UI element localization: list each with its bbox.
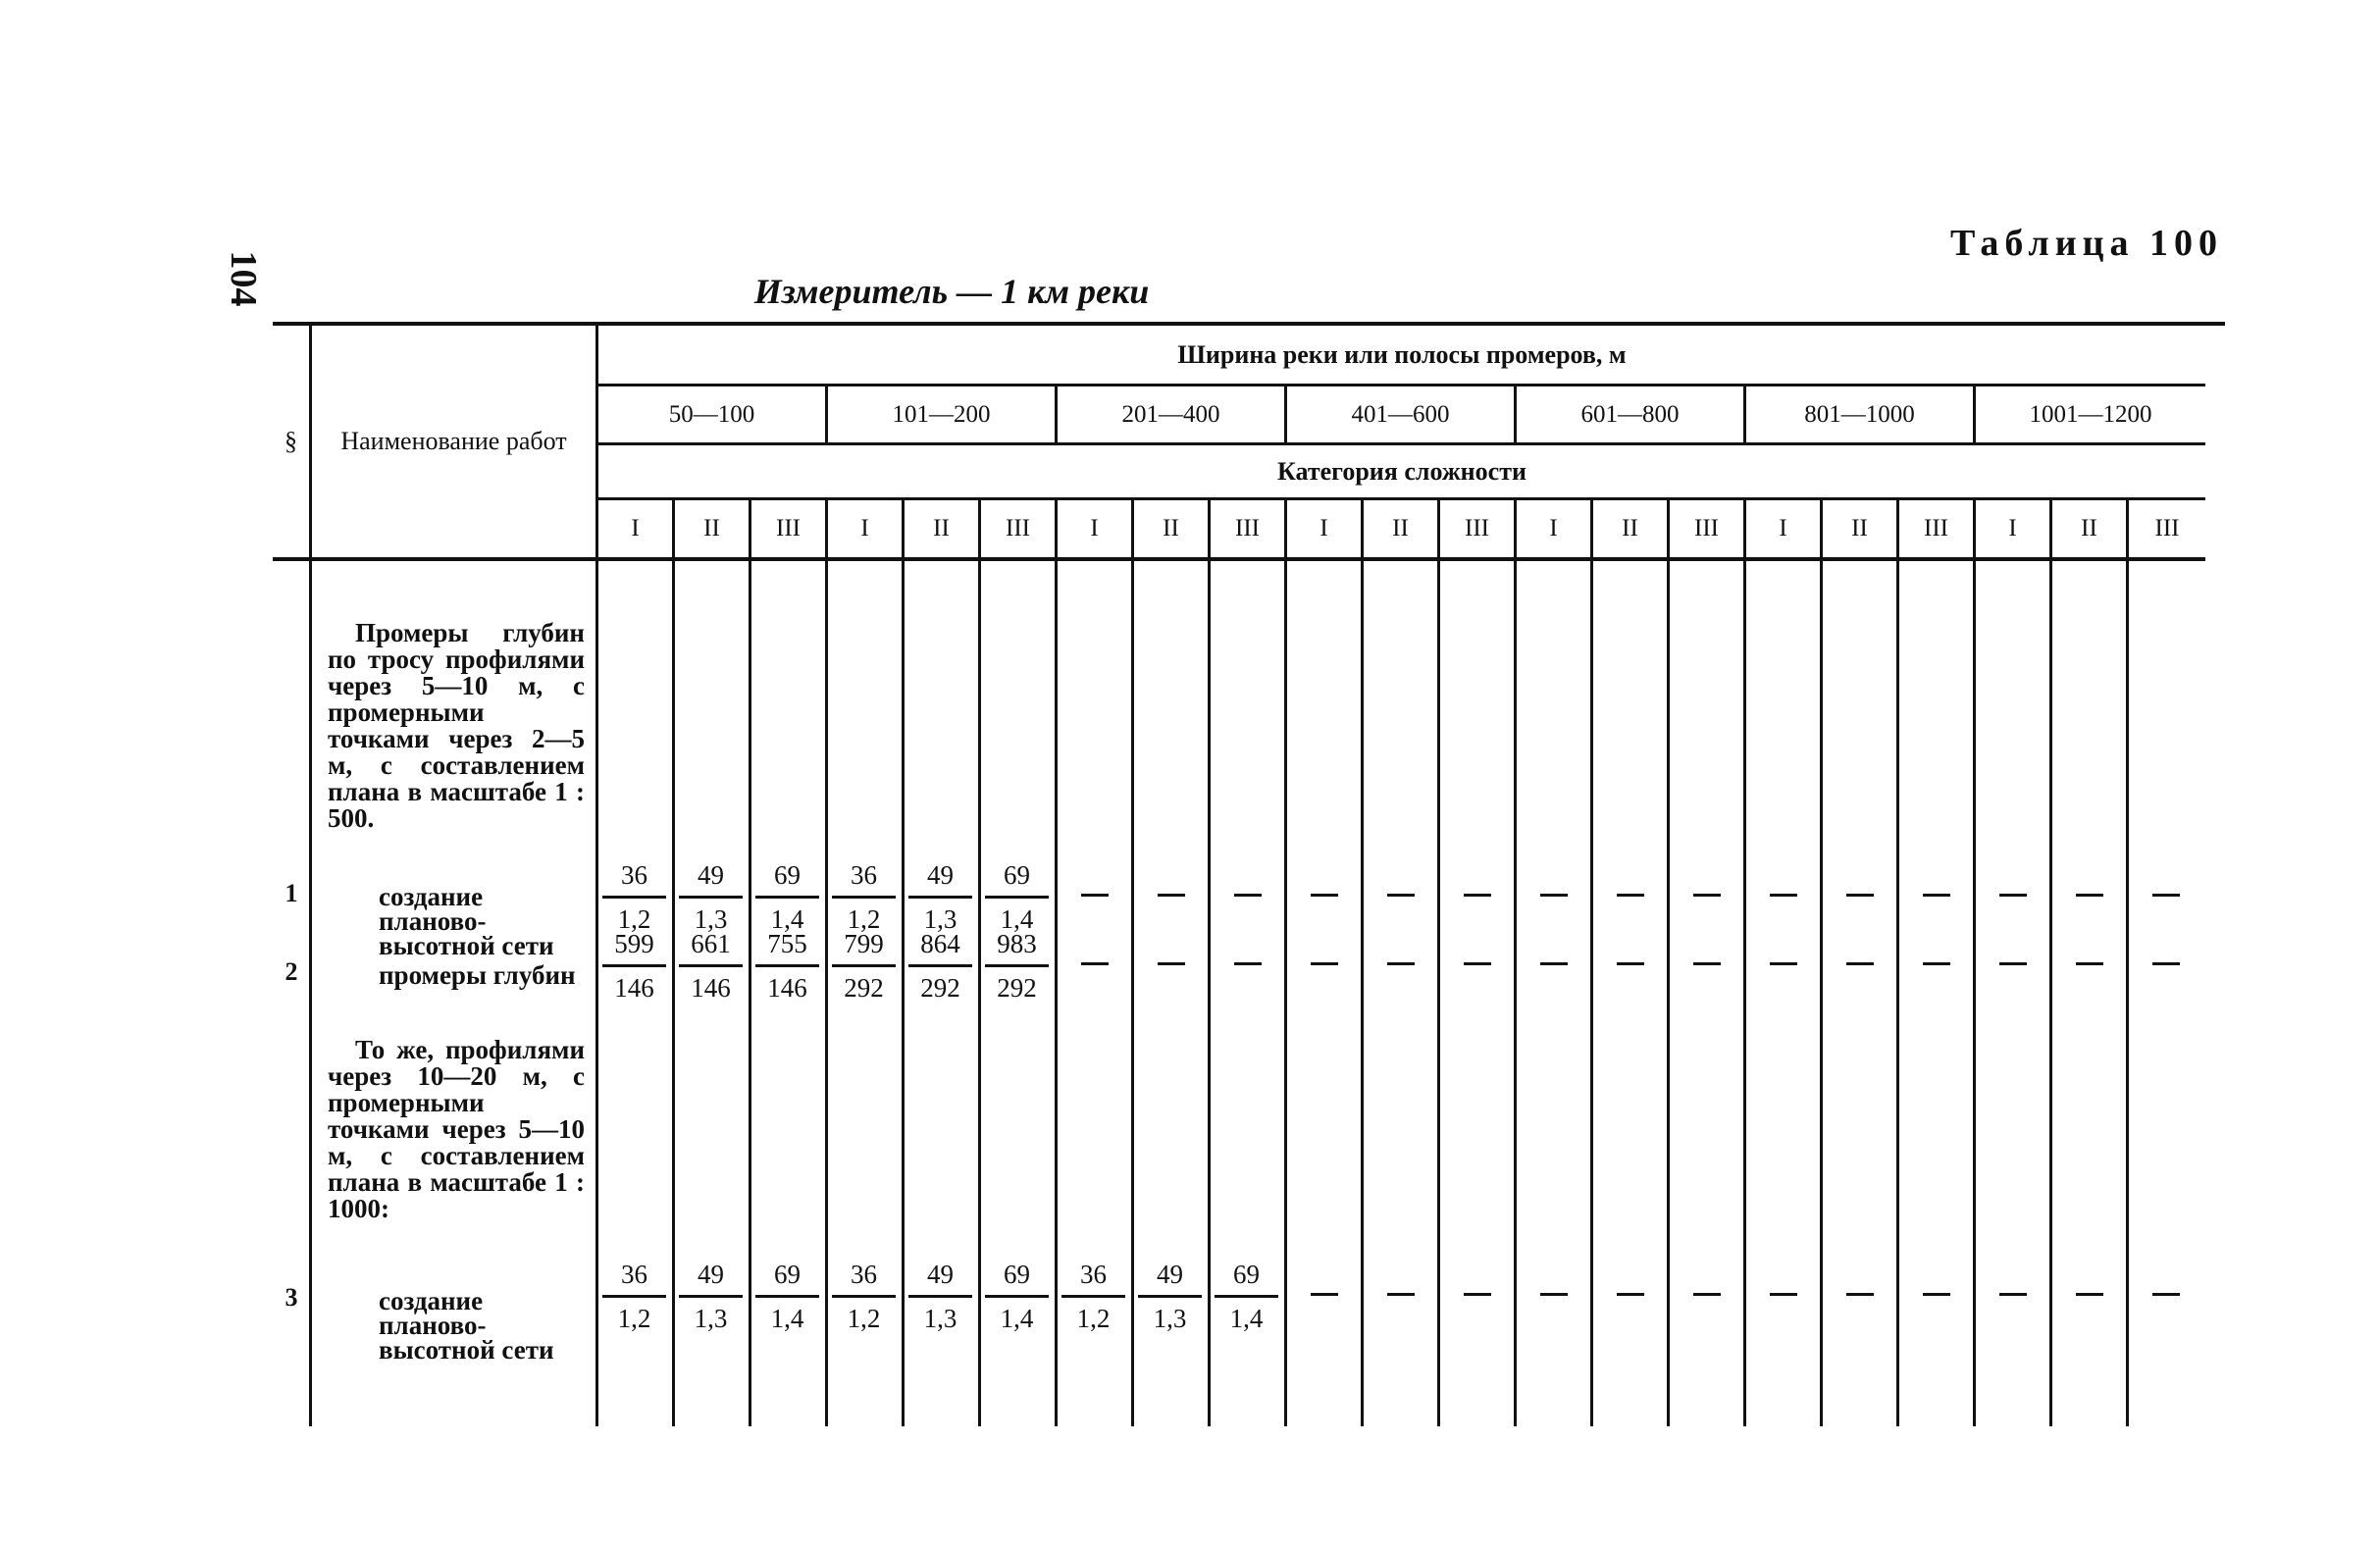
value-column bbox=[1440, 561, 1517, 1426]
no-value-dash bbox=[1387, 894, 1415, 897]
category-cell: II bbox=[1823, 500, 1899, 561]
value-numerator: 36 bbox=[832, 860, 896, 899]
category-cell: II bbox=[675, 500, 751, 561]
value-numerator: 983 bbox=[985, 929, 1049, 967]
category-cell: I bbox=[1746, 500, 1823, 561]
no-value-dash bbox=[1234, 894, 1262, 897]
value-column bbox=[1670, 561, 1746, 1426]
measure-unit: Измеритель — 1 км реки bbox=[753, 272, 1150, 311]
no-value-dash bbox=[1311, 1293, 1338, 1296]
value-numerator: 755 bbox=[755, 929, 819, 967]
width-range-header: 1001—1200 bbox=[1976, 386, 2205, 445]
value-fraction bbox=[908, 860, 972, 934]
no-value-dash bbox=[1617, 1293, 1644, 1296]
category-cell: III bbox=[1440, 500, 1517, 561]
width-range-header: 601—800 bbox=[1517, 386, 1746, 445]
value-denominator: 1,3 bbox=[694, 1304, 728, 1333]
value-denominator: 1,3 bbox=[923, 904, 957, 934]
value-column bbox=[1364, 561, 1440, 1426]
category-cell: I bbox=[1287, 500, 1364, 561]
value-fraction bbox=[908, 929, 972, 1003]
value-denominator: 1,3 bbox=[1153, 1304, 1187, 1333]
no-value-dash bbox=[1387, 962, 1415, 965]
value-denominator: 1,4 bbox=[1000, 904, 1034, 934]
category-cell: I bbox=[1517, 500, 1593, 561]
no-value-dash bbox=[1158, 962, 1185, 965]
value-column bbox=[1899, 561, 1976, 1426]
value-column bbox=[1746, 561, 1823, 1426]
value-numerator: 49 bbox=[1138, 1260, 1202, 1298]
value-fraction bbox=[832, 929, 896, 1003]
value-numerator: 661 bbox=[679, 929, 743, 967]
value-column bbox=[751, 561, 828, 1426]
value-numerator: 864 bbox=[908, 929, 972, 967]
norms-table bbox=[273, 322, 2225, 1440]
no-value-dash bbox=[1540, 894, 1568, 897]
width-range-header: 801—1000 bbox=[1746, 386, 1976, 445]
no-value-dash bbox=[1846, 962, 1874, 965]
category-cell: I bbox=[598, 500, 675, 561]
no-value-dash bbox=[1464, 1293, 1491, 1296]
value-fraction bbox=[985, 1260, 1049, 1333]
no-value-dash bbox=[1923, 894, 1950, 897]
value-denominator: 146 bbox=[691, 973, 731, 1003]
no-value-dash bbox=[1693, 1293, 1721, 1296]
no-value-dash bbox=[1693, 962, 1721, 965]
no-value-dash bbox=[1158, 894, 1185, 897]
value-fraction bbox=[679, 1260, 743, 1333]
value-fraction bbox=[679, 929, 743, 1003]
category-cell: I bbox=[828, 500, 905, 561]
value-numerator: 69 bbox=[755, 860, 819, 899]
no-value-dash bbox=[2152, 894, 2180, 897]
work-item-name: промеры глубин bbox=[379, 960, 576, 990]
no-value-dash bbox=[1770, 894, 1797, 897]
work-group-description: Промеры глубин по тросу профилями через 5—10 м, с промерными точками через 2—5 м, с составлением плана в масштабе 1 : 500. bbox=[328, 618, 585, 833]
work-name-column bbox=[312, 561, 598, 1426]
value-column bbox=[1058, 561, 1134, 1426]
category-cell: III bbox=[981, 500, 1058, 561]
page-number: 104 bbox=[223, 250, 264, 307]
value-column bbox=[1287, 561, 1364, 1426]
table-label: Таблица 100 bbox=[1949, 223, 2223, 264]
value-denominator: 292 bbox=[844, 973, 884, 1003]
no-value-dash bbox=[1999, 1293, 2027, 1296]
value-denominator: 146 bbox=[767, 973, 807, 1003]
no-value-dash bbox=[1999, 894, 2027, 897]
value-numerator: 49 bbox=[908, 860, 972, 899]
value-column bbox=[598, 561, 675, 1426]
no-value-dash bbox=[1770, 1293, 1797, 1296]
no-value-dash bbox=[1540, 1293, 1568, 1296]
value-column bbox=[828, 561, 905, 1426]
no-value-dash bbox=[2076, 894, 2103, 897]
no-value-dash bbox=[1693, 894, 1721, 897]
no-value-dash bbox=[1617, 894, 1644, 897]
value-denominator: 1,3 bbox=[694, 904, 728, 934]
no-value-dash bbox=[1234, 962, 1262, 965]
category-cell: I bbox=[1058, 500, 1134, 561]
name-column-header: Наименование работ bbox=[312, 326, 598, 561]
value-fraction bbox=[1061, 1260, 1125, 1333]
category-cell: III bbox=[751, 500, 828, 561]
no-value-dash bbox=[1464, 894, 1491, 897]
no-value-dash bbox=[1311, 894, 1338, 897]
category-cell: I bbox=[1976, 500, 2052, 561]
value-denominator: 292 bbox=[997, 973, 1037, 1003]
category-cell: II bbox=[1593, 500, 1670, 561]
value-denominator: 1,4 bbox=[1000, 1304, 1034, 1333]
category-cell: II bbox=[2052, 500, 2129, 561]
value-numerator: 69 bbox=[985, 860, 1049, 899]
value-column bbox=[1823, 561, 1899, 1426]
no-value-dash bbox=[1617, 962, 1644, 965]
value-numerator: 36 bbox=[602, 860, 666, 899]
width-range-header: 201—400 bbox=[1058, 386, 1287, 445]
no-value-dash bbox=[1081, 962, 1109, 965]
value-fraction bbox=[602, 1260, 666, 1333]
value-denominator: 1,2 bbox=[617, 1304, 651, 1333]
section-number: 2 bbox=[285, 957, 298, 986]
value-numerator: 799 bbox=[832, 929, 896, 967]
value-fraction bbox=[755, 1260, 819, 1333]
work-group-description: То же, профилями через 10—20 м, с промерными точками через 5—10 м, с составлением плана в масштабе 1 : 1000: bbox=[328, 1035, 585, 1223]
no-value-dash bbox=[1923, 962, 1950, 965]
value-column bbox=[981, 561, 1058, 1426]
category-cell: III bbox=[1899, 500, 1976, 561]
value-numerator: 49 bbox=[679, 860, 743, 899]
value-denominator: 1,4 bbox=[1229, 1304, 1264, 1333]
value-fraction bbox=[602, 860, 666, 934]
value-numerator: 49 bbox=[679, 1260, 743, 1298]
width-range-header: 401—600 bbox=[1287, 386, 1517, 445]
value-fraction bbox=[985, 929, 1049, 1003]
value-column bbox=[1593, 561, 1670, 1426]
value-column bbox=[905, 561, 981, 1426]
value-column bbox=[2129, 561, 2205, 1426]
value-column bbox=[2052, 561, 2129, 1426]
value-numerator: 36 bbox=[602, 1260, 666, 1298]
value-denominator: 1,3 bbox=[923, 1304, 957, 1333]
no-value-dash bbox=[1846, 1293, 1874, 1296]
value-numerator: 69 bbox=[755, 1260, 819, 1298]
no-value-dash bbox=[1081, 894, 1109, 897]
value-fraction bbox=[679, 860, 743, 934]
value-fraction bbox=[755, 929, 819, 1003]
value-denominator: 1,2 bbox=[617, 904, 651, 934]
category-cell: III bbox=[1670, 500, 1746, 561]
value-column bbox=[1134, 561, 1211, 1426]
complexity-category-header: Категория сложности bbox=[598, 445, 2205, 500]
category-cell: II bbox=[1134, 500, 1211, 561]
value-denominator: 1,4 bbox=[770, 1304, 804, 1333]
value-fraction bbox=[1138, 1260, 1202, 1333]
value-numerator: 599 bbox=[602, 929, 666, 967]
value-numerator: 69 bbox=[985, 1260, 1049, 1298]
value-fraction bbox=[1215, 1260, 1278, 1333]
work-item-name: создание планово-высотной сети bbox=[379, 882, 554, 960]
no-value-dash bbox=[2076, 1293, 2103, 1296]
value-denominator: 292 bbox=[920, 973, 960, 1003]
no-value-dash bbox=[2076, 962, 2103, 965]
value-fraction bbox=[755, 860, 819, 934]
value-numerator: 36 bbox=[1061, 1260, 1125, 1298]
no-value-dash bbox=[1464, 962, 1491, 965]
width-range-header: 101—200 bbox=[828, 386, 1058, 445]
no-value-dash bbox=[2152, 962, 2180, 965]
no-value-dash bbox=[1923, 1293, 1950, 1296]
section-number: 3 bbox=[285, 1283, 298, 1312]
value-denominator: 146 bbox=[614, 973, 654, 1003]
value-denominator: 1,2 bbox=[847, 1304, 881, 1333]
value-denominator: 1,2 bbox=[1076, 1304, 1111, 1333]
value-fraction bbox=[832, 1260, 896, 1333]
no-value-dash bbox=[1311, 962, 1338, 965]
no-value-dash bbox=[1387, 1293, 1415, 1296]
value-fraction bbox=[908, 1260, 972, 1333]
value-fraction bbox=[985, 860, 1049, 934]
no-value-dash bbox=[1999, 962, 2027, 965]
section-number: 1 bbox=[285, 879, 298, 907]
value-column bbox=[1517, 561, 1593, 1426]
river-width-header: Ширина реки или полосы промеров, м bbox=[598, 326, 2205, 386]
section-column-header: § bbox=[273, 326, 312, 561]
category-cell: II bbox=[905, 500, 981, 561]
no-value-dash bbox=[1846, 894, 1874, 897]
value-denominator: 1,2 bbox=[847, 904, 881, 934]
work-item-name: создание планово-высотной сети bbox=[379, 1286, 554, 1365]
value-denominator: 1,4 bbox=[770, 904, 804, 934]
category-cell: II bbox=[1364, 500, 1440, 561]
no-value-dash bbox=[1770, 962, 1797, 965]
value-column bbox=[1976, 561, 2052, 1426]
section-number-column bbox=[273, 561, 312, 1426]
value-numerator: 69 bbox=[1215, 1260, 1278, 1298]
category-cell: III bbox=[2129, 500, 2205, 561]
value-fraction bbox=[832, 860, 896, 934]
no-value-dash bbox=[2152, 1293, 2180, 1296]
value-numerator: 36 bbox=[832, 1260, 896, 1298]
no-value-dash bbox=[1540, 962, 1568, 965]
value-numerator: 49 bbox=[908, 1260, 972, 1298]
value-fraction bbox=[602, 929, 666, 1003]
width-range-header: 50—100 bbox=[598, 386, 828, 445]
category-cell: III bbox=[1211, 500, 1287, 561]
value-column bbox=[1211, 561, 1287, 1426]
value-column bbox=[675, 561, 751, 1426]
